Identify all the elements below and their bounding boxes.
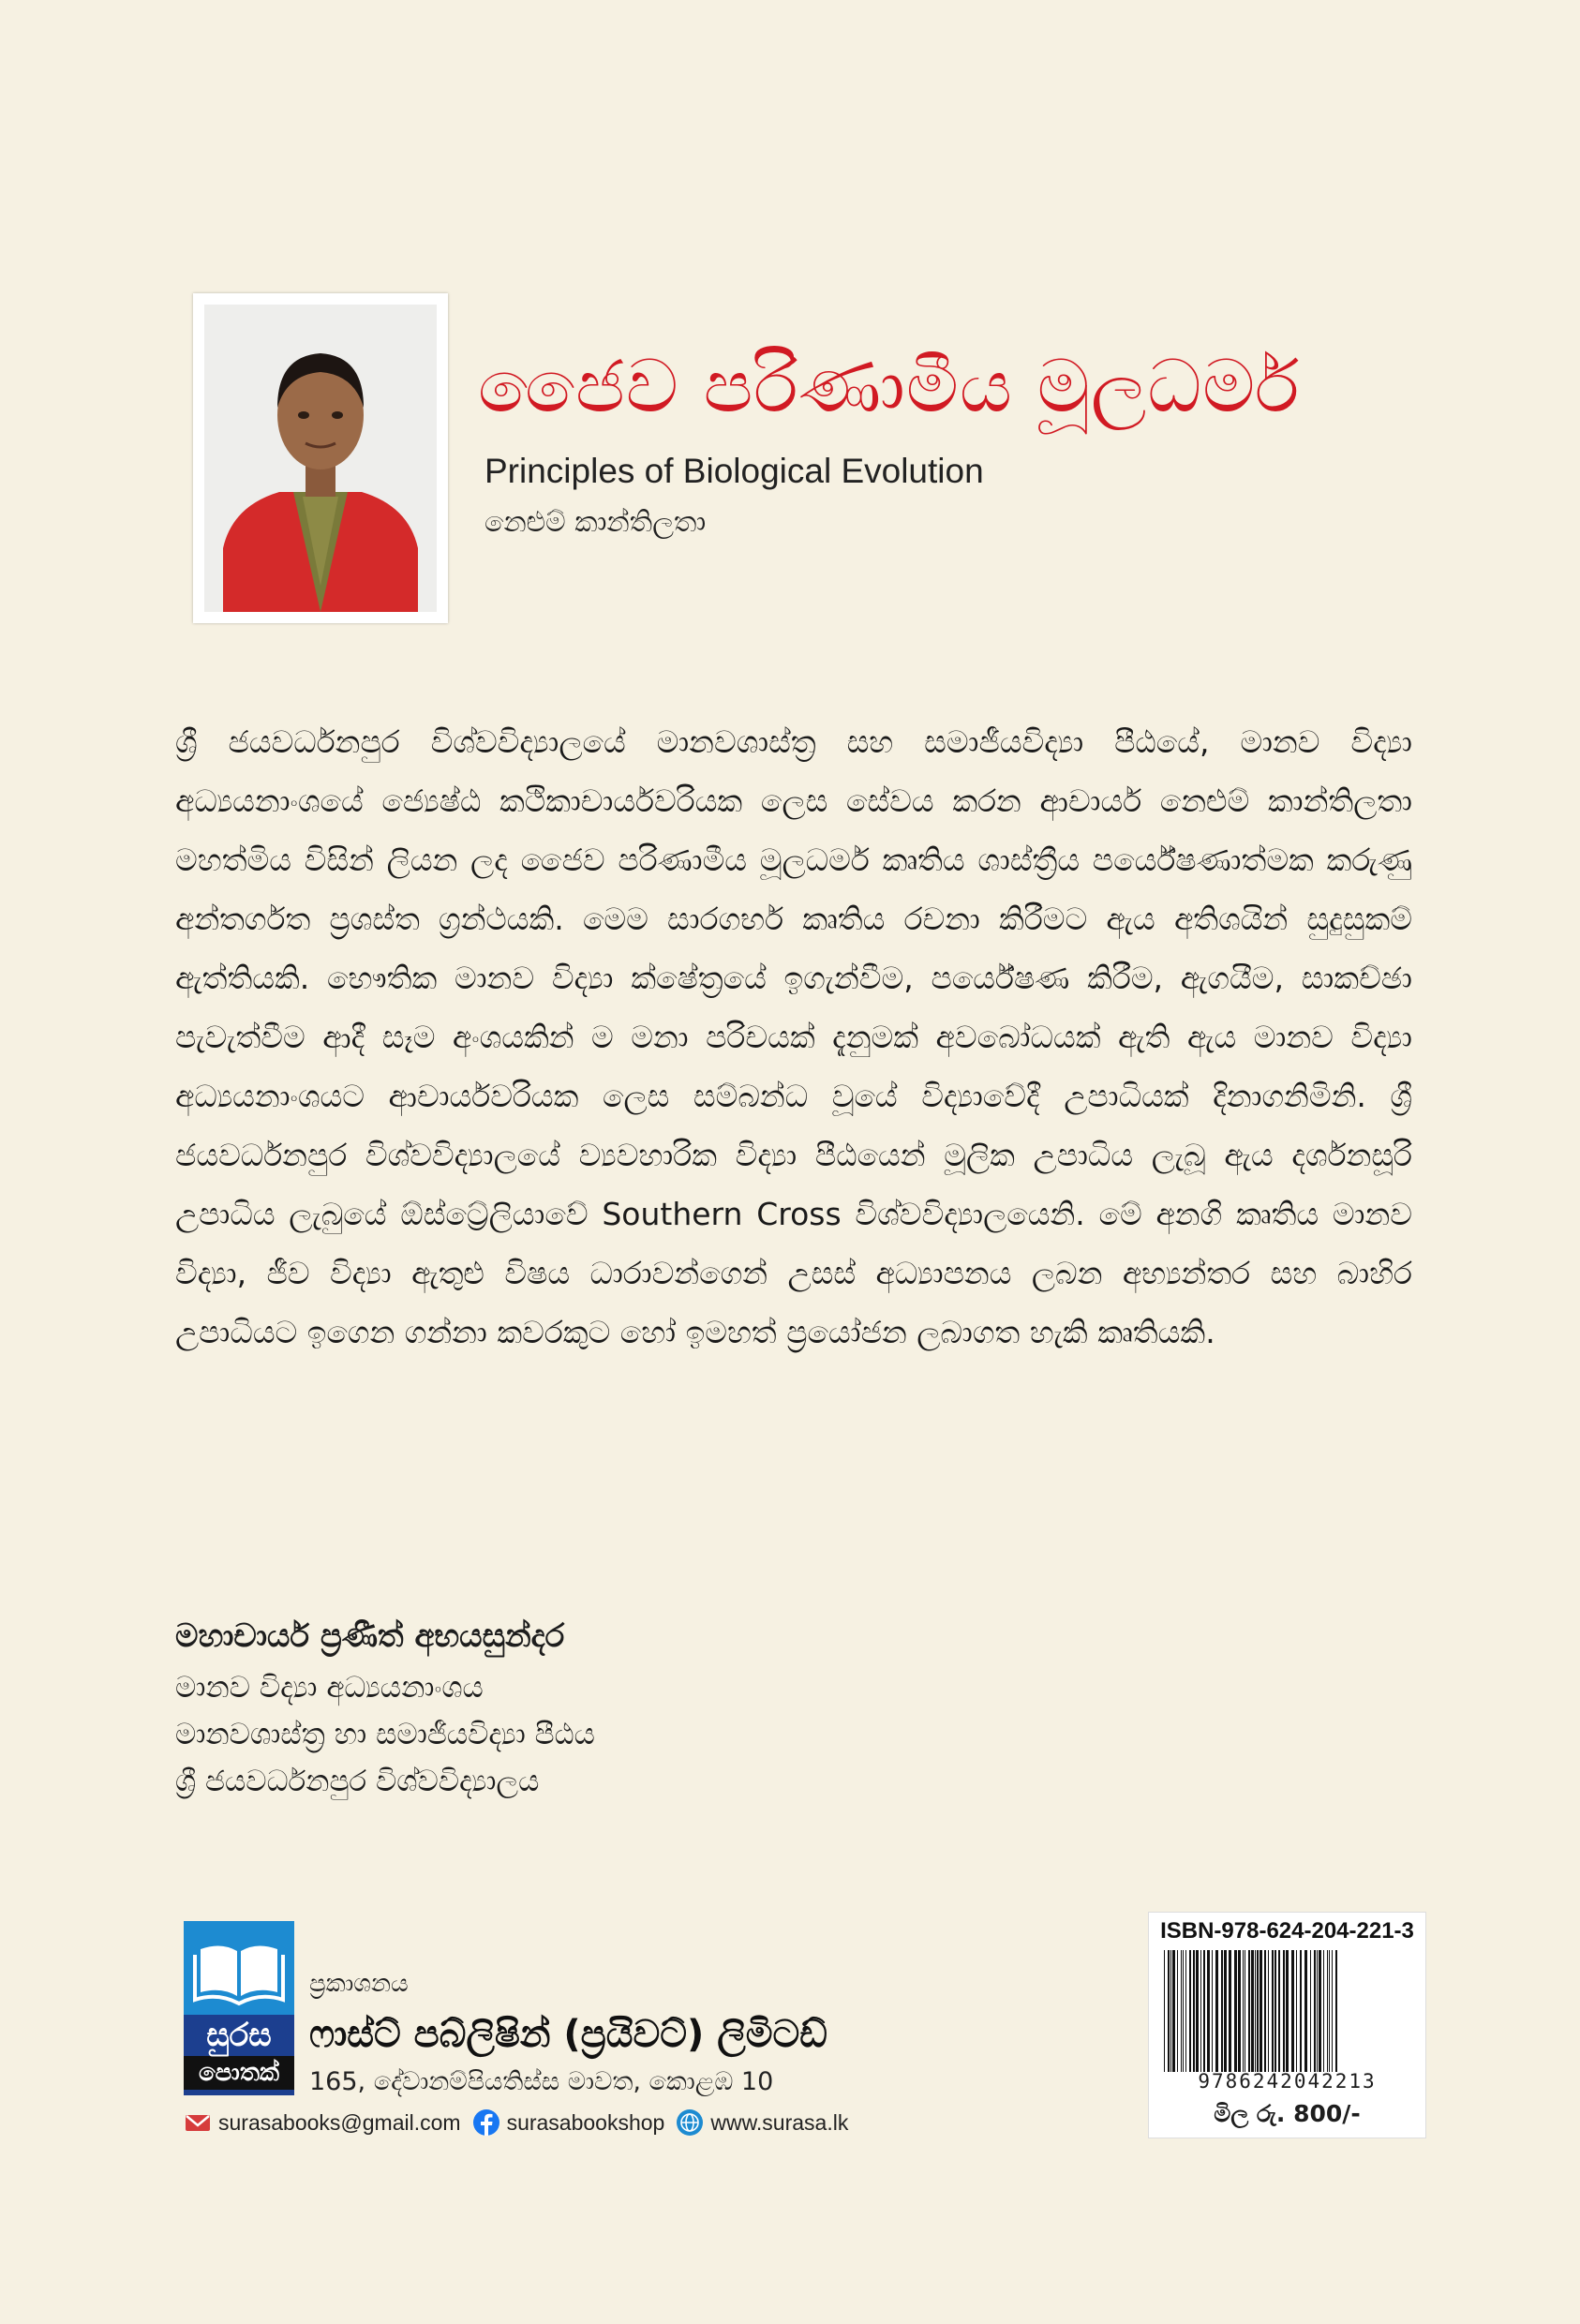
globe-icon	[676, 2108, 704, 2137]
logo-word-surasa: සුරස	[206, 2017, 272, 2054]
isbn-label: ISBN-978-624-204-221-3	[1160, 1918, 1414, 1944]
contact-website	[676, 2108, 848, 2137]
reviewer-university: ශ්‍රී ජයවර්ධනපුර විශ්වවිද්‍යාලය	[175, 1765, 540, 1798]
logo-word-pothak: පොතක්	[184, 2056, 294, 2090]
website-text[interactable]: www.surasa.lk	[710, 2109, 849, 2135]
facebook-text[interactable]: surasabookshop	[506, 2109, 665, 2135]
price-label: මිල රු. 800/-	[1214, 2100, 1361, 2127]
reviewer-department: මානව විද්‍යා අධ්‍යයනාංශය	[175, 1671, 484, 1705]
barcode-digits: 9786242042213	[1198, 2070, 1377, 2093]
author-portrait-image	[204, 305, 437, 612]
blurb-text: ශ්‍රී ජයවර්ධනපුර විශ්වවිද්‍යාලයේ මානවශාස්ත්‍ර සහ සමාජීයවිද්‍යා පීඨයේ, මානව විද්‍යා අධ්‍යයනාංශයේ ජ්‍යෙෂ්ඨ කථිකාචාර්යවරියක ලෙස සේවය කරන ආචාර්ය නෙළුම් කාන්තිලතා මහත්මිය විසින් ලියන ලද ජෛව පරිණාමීය මූලධර්ම කෘතිය ශාස්ත්‍රීය පර්යේෂණාත්මක කරුණු අන්තර්ගත ප්‍රශස්ත ග්‍රන්ථයකි. මෙම සාරගර්භ කෘතිය රචනා කිරීමට ඇය අතිශයින් සුදුසුකම් ඇත්තියකි. භෞතික මානව විද්‍යා ක්ෂේත්‍රයේ ඉගැන්වීම, පර්යේෂණ කිරීම, ඇගයීම, සාකච්ඡා පැවැත්වීම ආදී සෑම අංශයකින් ම මනා පරිචයක් දැනුමක් අවබෝධයක් ඇති ඇය මානව විද්‍යා අධ්‍යයනාංශයට ආචාර්යවරියක ලෙස සම්බන්ධ වූයේ විද්‍යාවේදී උපාධියක් දිනාගනිමිනි. ශ්‍රී ජයවර්ධනපුර විශ්වවිද්‍යාලයේ ව්‍යවහාරික විද්‍යා පීඨයෙන් මූලික උපාධිය ලැබූ ඇය දර්ශනසූරි උපාධිය ලැබුයේ ඕස්ට්‍රේලියාවේ Southern Cross විශ්වවිද්‍යාලයෙනි. මේ අනගි කෘතිය මානව විද්‍යා, ජීව විද්‍යා ඇතුළු විෂය ධාරාවන්ගෙන් උසස් අධ්‍යාපනය ලබන අභ්‍යන්තර සහ බාහිර උපාධියට ඉගෙන ගන්නා කවරකුට හෝ ඉමහත් ප්‍රයෝජන ලබාගත හැකි කෘතියකි.	[175, 723, 1412, 1350]
publisher-logo	[184, 1921, 294, 2095]
barcode-box	[1148, 1912, 1426, 2138]
reviewer-faculty: මානවශාස්ත්‍ර හා සමාජීයවිද්‍යා පීඨය	[175, 1718, 595, 1751]
reviewer-signature	[175, 1612, 1019, 1805]
open-book-icon	[184, 1921, 294, 2015]
contact-email	[184, 2108, 461, 2137]
publisher-contacts	[184, 2108, 848, 2137]
author-photo-frame	[193, 293, 448, 623]
book-title-sinhala: ජෛව පරිණාමීය මූලධර්ම	[478, 345, 1301, 429]
barcode-icon	[1160, 1950, 1413, 2072]
contact-facebook	[472, 2108, 665, 2137]
email-icon	[184, 2108, 212, 2137]
email-text[interactable]: surasabooks@gmail.com	[218, 2109, 461, 2135]
reviewer-name: මහාචාර්ය ප්‍රණීත් අභයසුන්දර	[175, 1617, 565, 1655]
logo-text-block	[184, 2015, 294, 2095]
facebook-icon	[472, 2108, 500, 2137]
publisher-address: 165, දේවානම්පියතිස්ස මාවත, කොළඹ 10	[309, 2067, 774, 2096]
book-title-english: Principles of Biological Evolution	[484, 452, 984, 490]
author-photo	[204, 305, 437, 612]
publisher-label: ප්‍රකාශනය	[309, 1970, 409, 1998]
author-name: නෙළුම් කාන්තිලතා	[484, 506, 707, 539]
publisher-name: ෆාස්ට් පබ්ලිෂින් (ප්‍රයිවට්) ලිමිටඩ්	[309, 2013, 827, 2056]
